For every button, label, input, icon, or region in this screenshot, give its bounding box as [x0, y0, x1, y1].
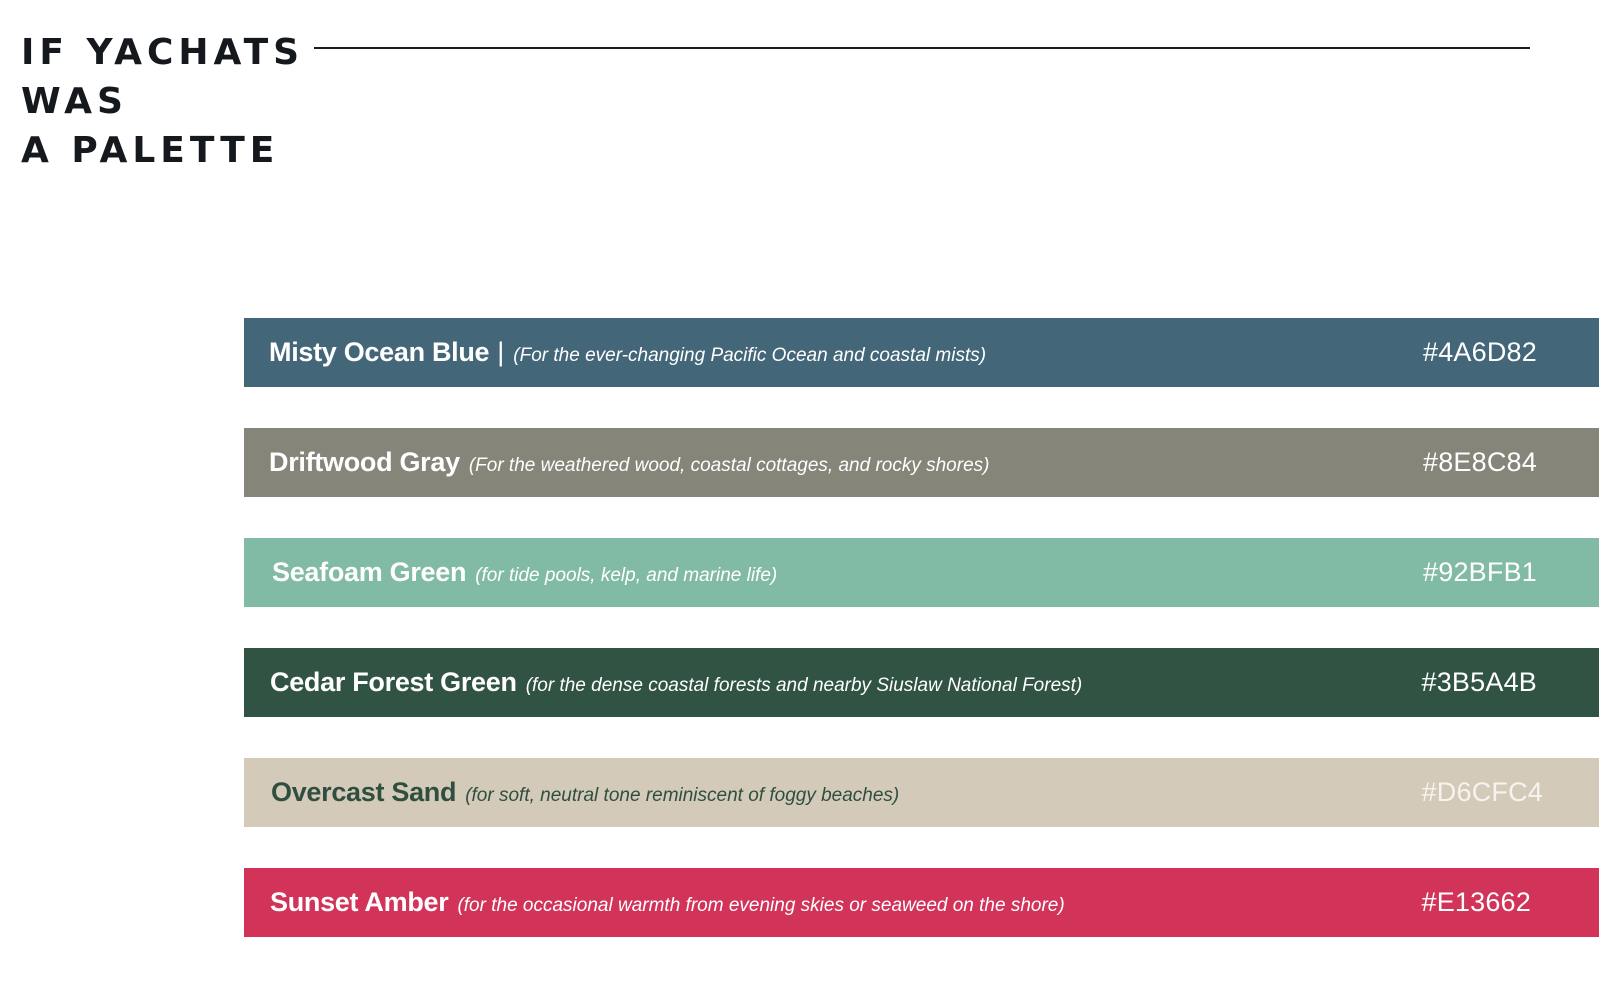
swatch-hex-code: #D6CFC4 — [1421, 777, 1543, 807]
swatch-sunset-amber — [244, 868, 1599, 937]
swatch-name: Driftwood Gray — [269, 447, 460, 477]
swatch-description: (for tide pools, kelp, and marine life) — [475, 564, 778, 586]
swatch-overcast-sand — [244, 758, 1599, 827]
swatch-description: (for the occasional warmth from evening skies or seaweed on the shore) — [457, 894, 1065, 916]
swatch-misty-ocean-blue — [244, 318, 1599, 387]
swatch-seafoam-green — [244, 538, 1599, 607]
swatch-name: Seafoam Green — [272, 557, 467, 587]
swatch-description: (for the dense coastal forests and nearby Siuslaw National Forest) — [525, 674, 1083, 696]
swatch-hex-code: #3B5A4B — [1421, 667, 1537, 697]
swatch-hex-code: #4A6D82 — [1423, 337, 1537, 367]
title-divider — [314, 47, 1530, 49]
swatch-name: Sunset Amber — [270, 887, 449, 917]
page-title — [21, 28, 304, 175]
swatch-name: Overcast Sand — [271, 777, 457, 807]
palette-list — [244, 318, 1599, 937]
swatch-name: Misty Ocean Blue — [269, 337, 490, 367]
swatch-hex-code: #92BFB1 — [1423, 557, 1537, 587]
title-line-1: IF YACHATS — [21, 32, 305, 73]
title-line-2: WAS — [21, 81, 128, 122]
title-line-3: A PALETTE — [21, 130, 280, 171]
swatch-description: (for soft, neutral tone reminiscent of foggy beaches) — [465, 784, 900, 806]
swatch-hex-code: #8E8C84 — [1423, 447, 1537, 477]
swatch-description: (For the weathered wood, coastal cottages, and rocky shores) — [468, 454, 990, 476]
swatch-name: Cedar Forest Green — [270, 667, 517, 697]
swatch-driftwood-gray — [244, 428, 1599, 497]
swatch-cedar-forest-green — [244, 648, 1599, 717]
swatch-description: (For the ever-changing Pacific Ocean and coastal mists) — [513, 344, 987, 366]
swatch-separator: | — [497, 337, 505, 367]
swatch-hex-code: #E13662 — [1421, 887, 1531, 917]
